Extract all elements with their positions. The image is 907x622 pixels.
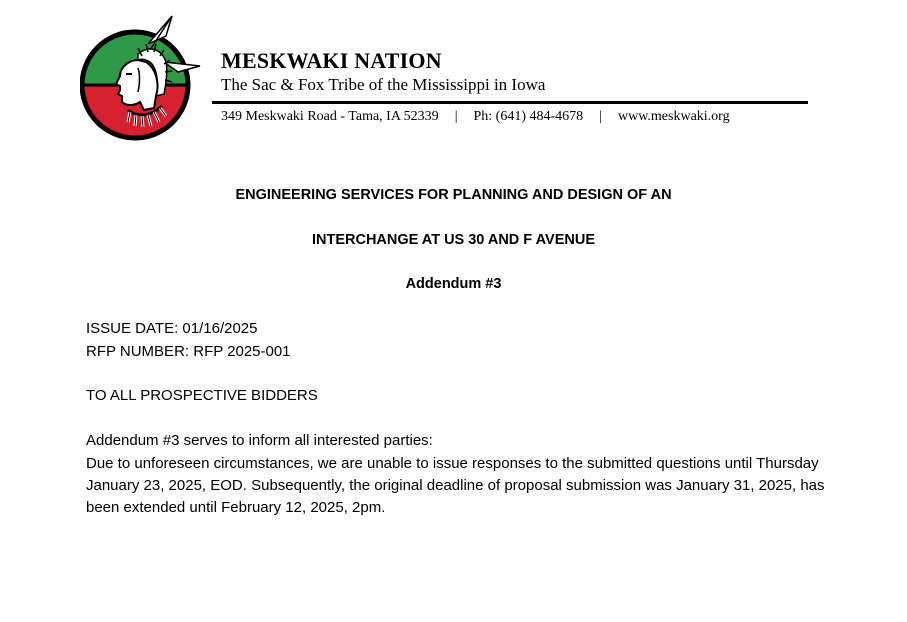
- addendum-heading: Addendum #3: [405, 276, 502, 292]
- issue-date: ISSUE DATE: 01/16/2025: [86, 320, 258, 337]
- org-name: MESKWAKI NATION: [221, 48, 442, 73]
- org-subtitle: The Sac & Fox Tribe of the Mississippi in Iowa: [221, 75, 546, 94]
- meskwaki-seal-icon: [80, 14, 205, 142]
- separator: |: [599, 109, 602, 124]
- addendum-body: Due to unforeseen circumstances, we are unable to issue responses to the submitted questions until Thursday January 23, 2025, EOD. Subsequently, the original deadline of proposal submission was January 31, 2025, has been extended until February 12, 2025, 2pm.: [86, 455, 825, 516]
- website-link[interactable]: www.meskwaki.org: [617, 109, 730, 124]
- document-title-line-1: ENGINEERING SERVICES FOR PLANNING AND DESIGN OF AN: [235, 187, 672, 203]
- contact-line: [221, 108, 811, 126]
- letterhead: [221, 48, 808, 96]
- letterhead-rule: [212, 101, 808, 104]
- phone: Ph: (641) 484-4678: [473, 109, 584, 124]
- separator: |: [454, 109, 458, 124]
- addendum-intro: Addendum #3 serves to inform all interested parties:: [86, 432, 433, 449]
- salutation: TO ALL PROSPECTIVE BIDDERS: [86, 387, 318, 404]
- rfp-number: RFP NUMBER: RFP 2025-001: [86, 343, 291, 360]
- address: 349 Meskwaki Road - Tama, IA 52339: [221, 109, 439, 124]
- document-title-line-2: INTERCHANGE AT US 30 AND F AVENUE: [311, 232, 596, 248]
